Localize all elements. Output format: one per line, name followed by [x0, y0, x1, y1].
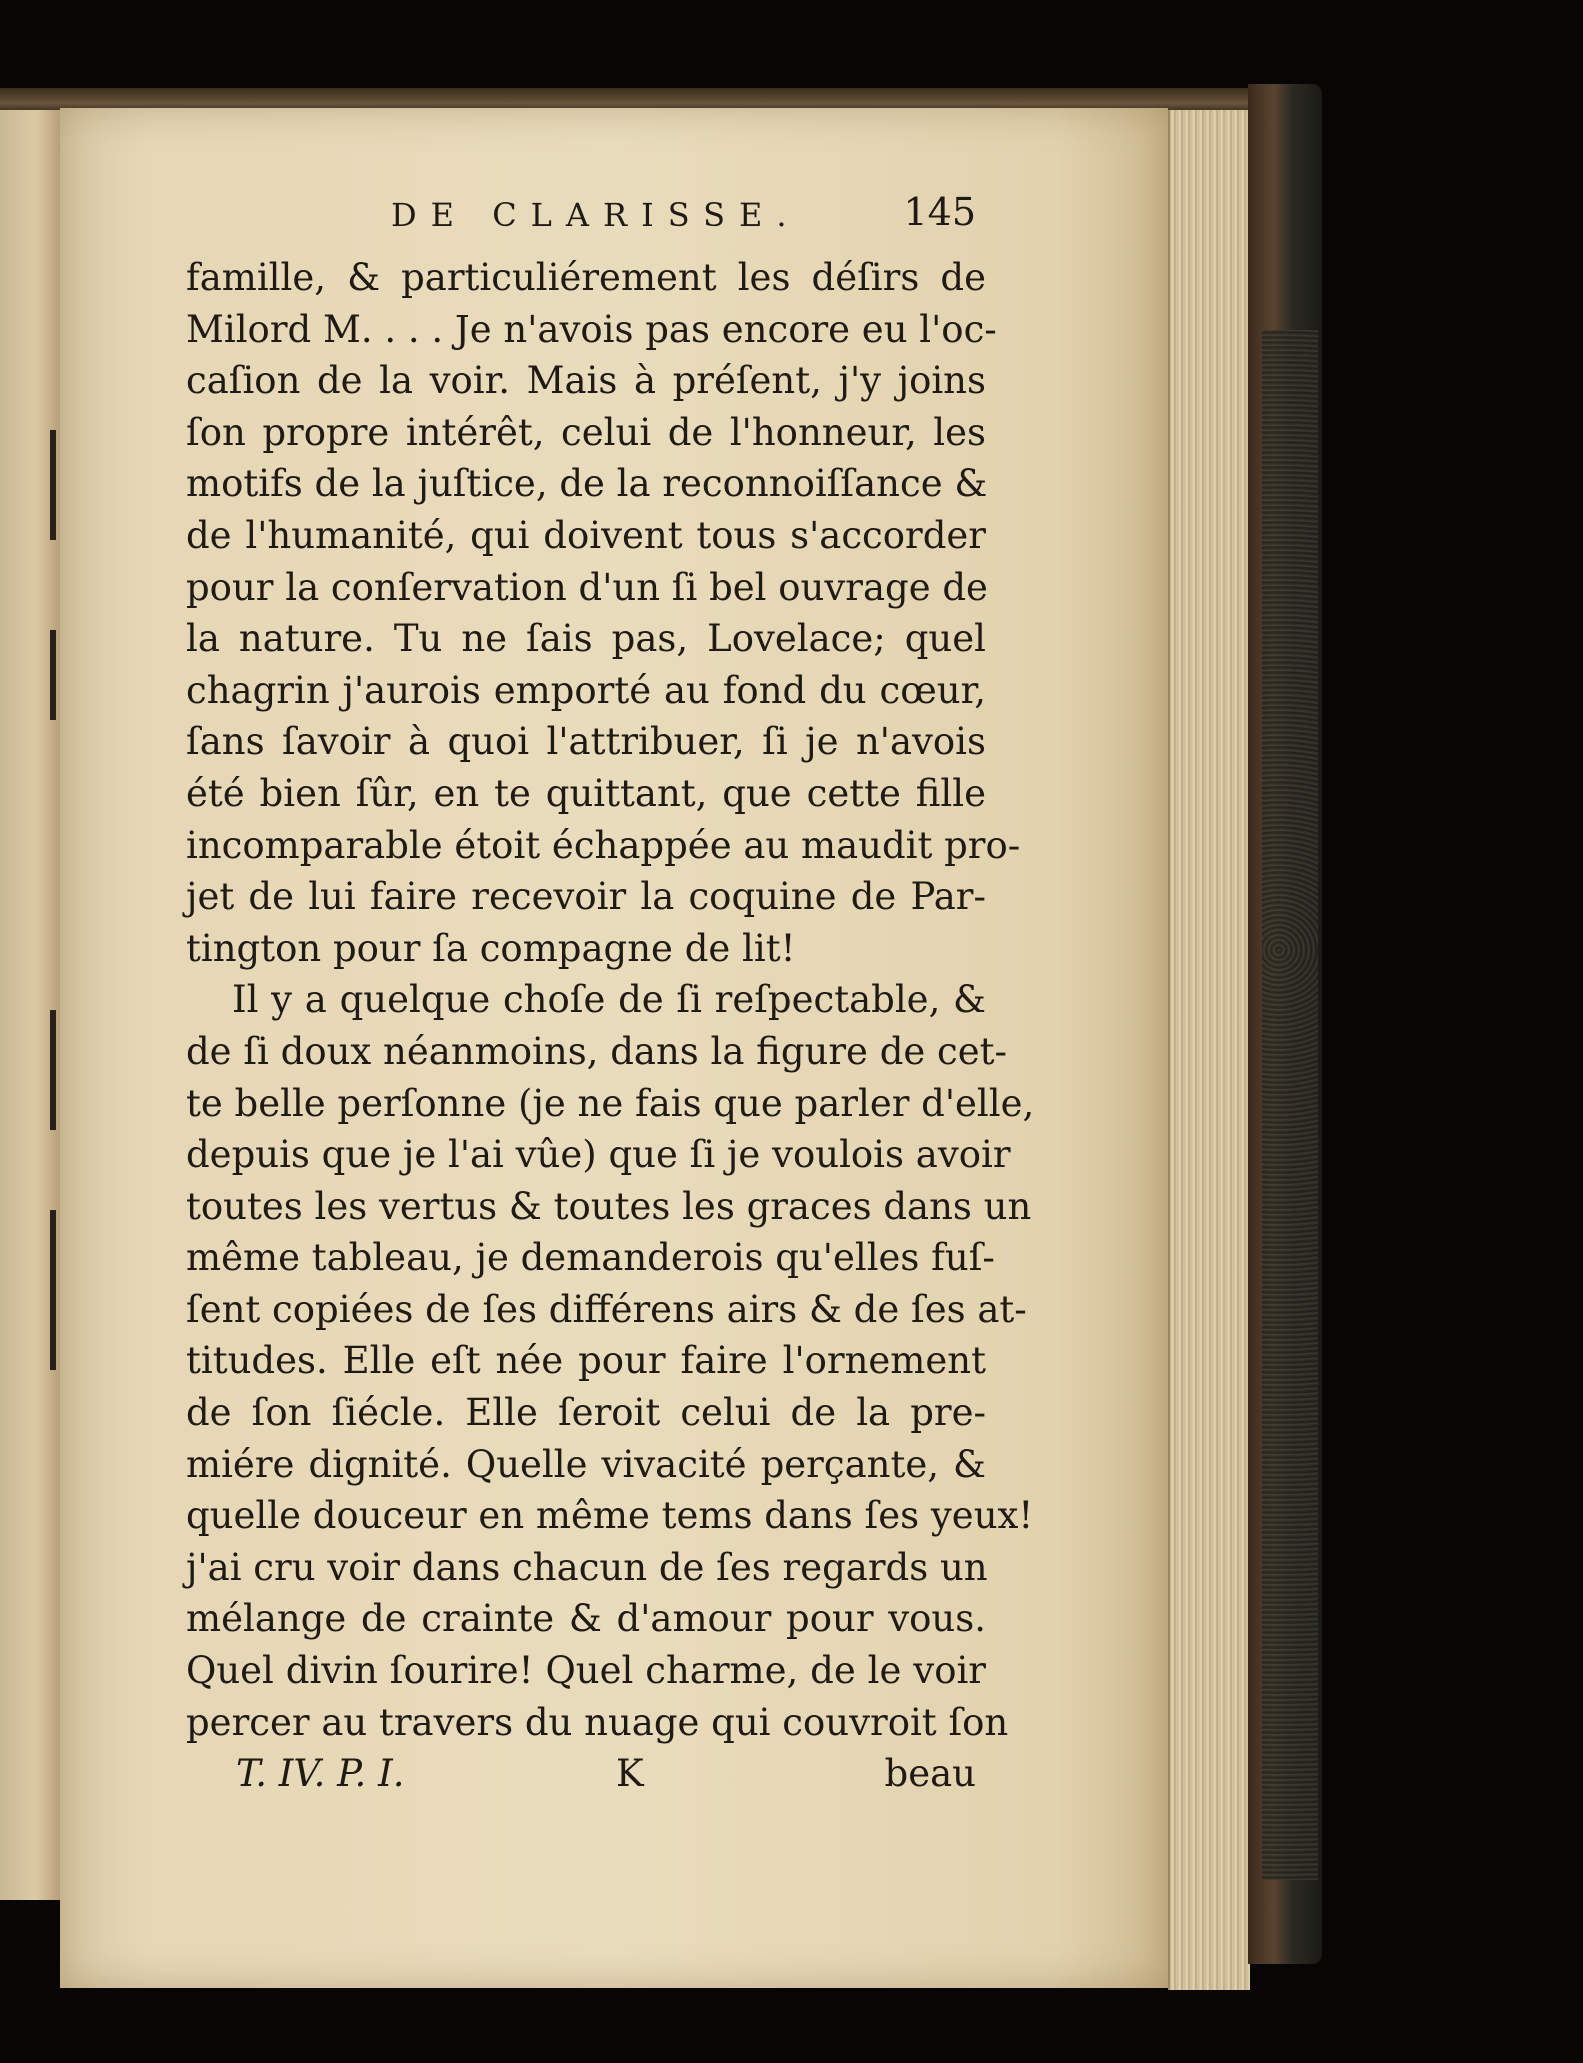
text-line: ſon propre intérêt, celui de l'honneur, les — [186, 410, 986, 454]
page-text — [186, 190, 1035, 1804]
text-line: percer au travers du nuage qui couvroit ſon — [186, 1700, 1009, 1744]
text-line: caſion de la voir. Mais à préſent, j'y joins — [186, 359, 986, 403]
text-line: jet de lui faire recevoir la coquine de Par- — [186, 875, 986, 919]
page-edges — [1168, 110, 1250, 1990]
body-text — [186, 252, 1035, 1748]
text-line: Il y a quelque choſe de ſi reſpectable, & — [232, 978, 986, 1022]
cover-texture — [1262, 330, 1318, 1880]
text-line: Milord M. . . . Je n'avois pas encore eu l'oc- — [186, 307, 997, 351]
volume-signature: T. IV. P. I. — [236, 1752, 405, 1796]
left-page-mark — [50, 1210, 56, 1370]
text-line: incomparable étoit échappée au maudit pro- — [186, 823, 1021, 867]
text-line: tington pour ſa compagne de lit! — [186, 926, 796, 970]
text-line: famille, & particuliérement les déſirs de — [186, 256, 986, 299]
text-line: chagrin j'aurois emporté au fond du cœur, — [186, 668, 986, 712]
text-line: ſent copiées de ſes différens airs & de ſes at- — [186, 1287, 1027, 1331]
text-line: quelle douceur en même tems dans ſes yeux! — [186, 1494, 1034, 1538]
text-line: été bien ſûr, en te quittant, que cette fille — [186, 771, 986, 815]
left-page-mark — [50, 630, 56, 720]
text-line: miére dignité. Quelle vivacité perçante, & — [186, 1442, 986, 1486]
text-line: de l'humanité, qui doivent tous s'accorder — [186, 513, 986, 557]
text-line: toutes les vertus & toutes les graces dans un — [186, 1184, 1032, 1228]
left-page-edge — [0, 110, 62, 1900]
text-line: depuis que je l'ai vûe) que ſi je voulois avoir — [186, 1133, 1011, 1177]
text-line: la nature. Tu ne ſais pas, Lovelace; quel — [186, 617, 986, 661]
text-line: de ſon ſiécle. Elle ſeroit celui de la pre- — [186, 1391, 986, 1435]
left-page-mark — [50, 430, 56, 540]
page-footer — [186, 1752, 986, 1804]
text-line: même tableau, je demanderois qu'elles fuſ- — [186, 1236, 995, 1280]
text-line: te belle perſonne (je ne fais que parler d'elle, — [186, 1081, 1035, 1125]
text-line: j'ai cru voir dans chacun de ſes regards un — [186, 1545, 988, 1589]
running-head — [186, 190, 986, 250]
signature-letter: K — [616, 1752, 644, 1796]
left-page-mark — [50, 1010, 56, 1130]
text-line: titudes. Elle eſt née pour faire l'ornement — [186, 1339, 986, 1383]
text-line: de ſi doux néanmoins, dans la figure de cet- — [186, 1029, 1008, 1073]
text-line: Quel divin ſourire! Quel charme, de le voir — [186, 1649, 986, 1693]
running-head-title: DE CLARISSE. — [391, 196, 801, 234]
text-line: pour la conſervation d'un ſi bel ouvrage de — [186, 565, 988, 609]
page-number: 145 — [903, 190, 976, 234]
text-line: motifs de la juſtice, de la reconnoiſſance & — [186, 462, 988, 506]
text-line: mélange de crainte & d'amour pour vous. — [186, 1597, 986, 1641]
catchword: beau — [884, 1752, 976, 1796]
text-line: ſans ſavoir à quoi l'attribuer, ſi je n'avois — [186, 720, 986, 764]
